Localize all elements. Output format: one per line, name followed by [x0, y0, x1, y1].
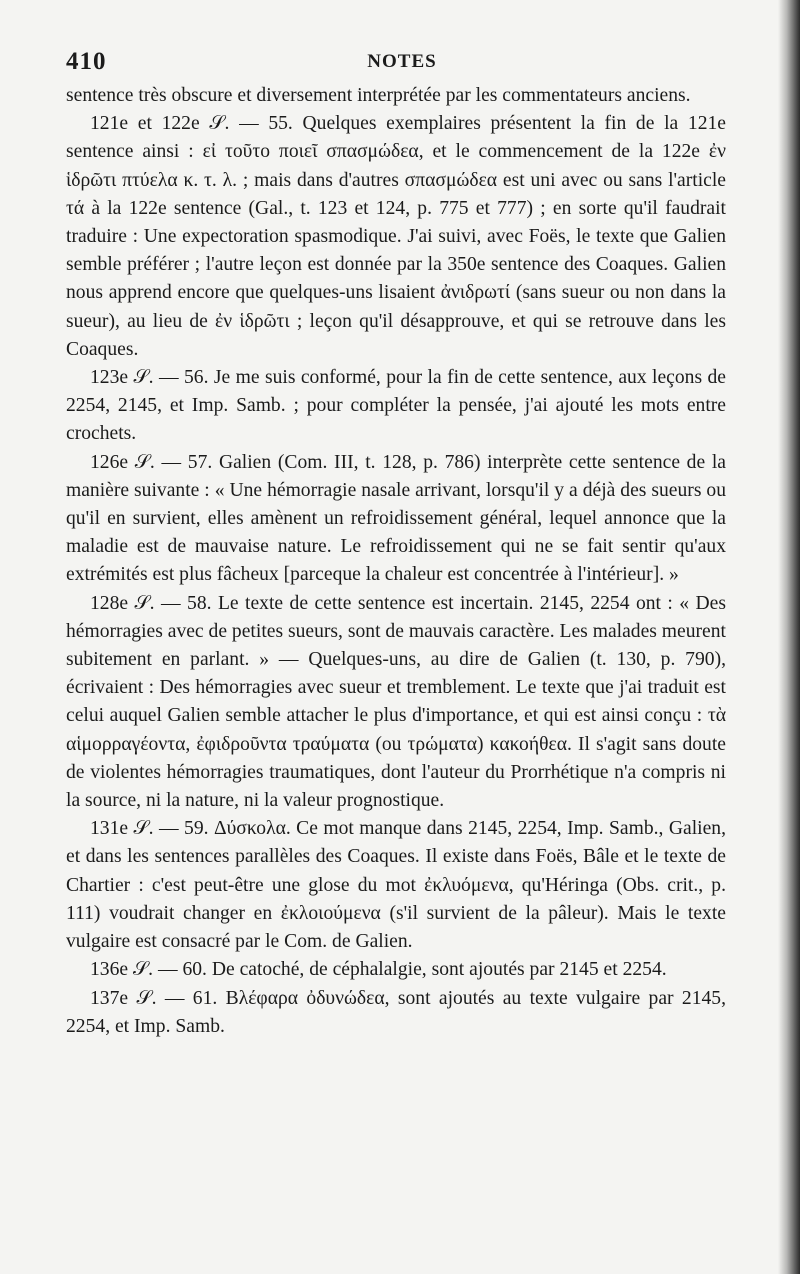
running-title: NOTES — [367, 51, 437, 72]
note-paragraph: 137e 𝒮. — 61. Βλέφαρα ὀδυνώδεα, sont ajoutés au texte vulgaire par 2145, 2254, et Imp. Samb. — [66, 987, 726, 1037]
note-paragraph: 121e et 122e 𝒮. — 55. Quelques exemplaires présentent la fin de la 121e sentence ainsi : εἰ τοῦτο ποιεῖ σπασμώδεα, et le commencement de la 122e ἐν ἱδρῶτι πτύελα κ. τ. λ. ; mais dans d'autres σπασμώδεα est uni avec ou sans l'article τά à la 122e sentence (Gal., t. 123 et 124, p. 775 et 777) ; en sorte qu'il faudrait traduire : Une expectoration spasmodique. J'ai suivi, avec Foës, le texte que Galien semble préférer ; l'autre leçon est donnée par la 350e sentence des Coaques. Galien nous apprend encore que quelques-uns lisaient ἀνιδρωτί (sans sueur ou non dans la sueur), au lieu de ἐν ἱδρῶτι ; leçon qu'il désapprouve, et qui se retrouve dans les Coaques. — [66, 113, 726, 360]
notes-body — [66, 82, 726, 1041]
note-paragraph: 126e 𝒮. — 57. Galien (Com. III, t. 128, p. 786) interprète cette sentence de la manière suivante : « Une hémorragie nasale arrivant, lorsqu'il y a déjà des sueurs ou qu'il en survient, elles amènent un refroidissement général, lequel annonce que la maladie est de mauvaise nature. Le refroidissement qui ne se fait sentir qu'aux extrémités est plus fâcheux [parceque la chaleur est concentrée à l'intérieur]. » — [66, 451, 726, 586]
running-head — [66, 48, 738, 76]
page-number: 410 — [66, 48, 107, 75]
note-paragraph: 128e 𝒮. — 58. Le texte de cette sentence est incertain. 2145, 2254 ont : « Des hémorragies avec de petites sueurs, sont de mauvais caractère. Les malades meurent subitement en parlant. » — Quelques-uns, au dire de Galien (t. 130, p. 790), écrivaient : Des hémorragies avec sueur et tremblement. Le texte que j'ai traduit est celui auquel Galien semble attacher le plus d'importance, et qui est ainsi conçu : τὰ αἱμορραγέοντα, ἐφιδροῦντα τραύματα (ou τρώματα) κακοήθεα. Il s'agit sans doute de violentes hémorragies traumatiques, dont l'auteur du Prorrhétique n'a compris ni la source, ni la nature, ni la valeur prognostique. — [66, 592, 726, 812]
note-paragraph: 123e 𝒮. — 56. Je me suis conformé, pour la fin de cette sentence, aux leçons de 2254, 2145, et Imp. Samb. ; pour compléter la pensée, j'ai ajouté les mots entre crochets. — [66, 367, 726, 445]
note-paragraph: 131e 𝒮. — 59. Δύσκολα. Ce mot manque dans 2145, 2254, Imp. Samb., Galien, et dans les sentences parallèles des Coaques. Il existe dans Foës, Bâle et le texte de Chartier : c'est peut-être une glose du mot ἐκλυόμενα, qu'Héringa (Obs. crit., p. 111) voudrait changer en ἐκλοιούμενα (s'il survient de la pâleur). Mais le texte vulgaire est consacré par le Com. de Galien. — [66, 818, 726, 953]
note-paragraph: sentence très obscure et diversement interprétée par les commentateurs anciens. — [66, 85, 691, 106]
note-paragraph: 136e 𝒮. — 60. De catoché, de céphalalgie, sont ajoutés par 2145 et 2254. — [90, 959, 667, 981]
